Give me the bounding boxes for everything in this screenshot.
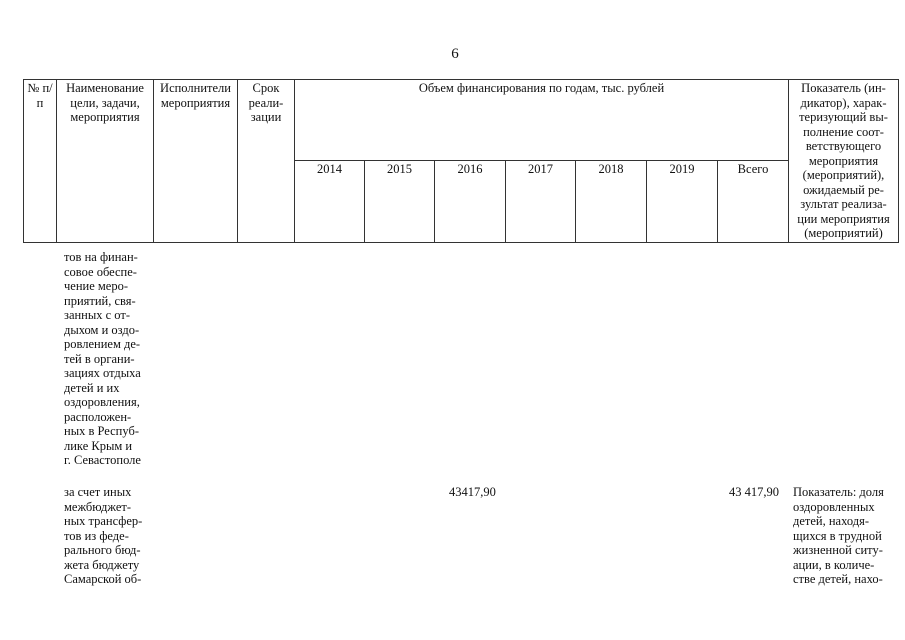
header-num: № п/п	[24, 80, 57, 243]
text-line: зациях отдыха	[64, 366, 141, 380]
text-line: стве детей, нахо-	[793, 572, 883, 586]
text-line: тов из феде-	[64, 528, 129, 543]
text-line: занных с от-	[64, 308, 131, 322]
text-line: дыхом и оздо-	[64, 322, 140, 337]
text-line: Самарской об-	[64, 572, 142, 586]
text-line: ных в Респуб-	[64, 424, 139, 438]
text-line: детей, находя-	[793, 514, 870, 528]
header-indicator: Показатель (ин- дикатор), харак- теризующий вы- полнение соот- ветствующего мероприятия (мероприятий), ожидаемый ре- зультат реализа- ции мероприятия (мероприятий)	[789, 80, 899, 243]
text-line: тов на финан-	[64, 250, 138, 264]
header-year-2015: 2015	[365, 161, 435, 242]
header-name: Наименование цели, задачи, мероприятия	[57, 80, 154, 243]
row2-value-total: 43 417,90	[729, 485, 779, 499]
text-line: детей и их	[64, 380, 120, 395]
header-year-2019: 2019	[647, 161, 718, 242]
header-funding-title: Объем финансирования по годам, тыс. рублей	[295, 80, 789, 161]
row1-name	[64, 250, 156, 468]
text-line: чение меро-	[64, 279, 129, 293]
header-executors: Исполнители мероприятия	[154, 80, 238, 243]
text-line: приятий, свя-	[64, 293, 136, 308]
text-line: ации, в количе-	[793, 557, 875, 572]
row2-value-2016: 43417,90	[449, 485, 496, 499]
text-line: жизненной ситу-	[793, 543, 883, 557]
header-year-2014: 2014	[295, 161, 365, 242]
header-total: Всего	[718, 161, 789, 242]
page-number: 6	[451, 46, 459, 62]
header-year-2016: 2016	[435, 161, 506, 242]
text-line: рального бюд-	[64, 543, 141, 557]
text-line: г. Севастополе	[64, 453, 141, 467]
text-line: межбюджет-	[64, 499, 131, 514]
text-line: за счет иных	[64, 485, 132, 499]
header-term: Срок реали- зации	[238, 80, 295, 243]
header-year-2017: 2017	[506, 161, 576, 242]
text-line: жета бюджету	[64, 557, 140, 572]
header-table	[23, 79, 899, 243]
text-line: тей в органи-	[64, 351, 135, 366]
text-line: лике Крым и	[64, 438, 133, 453]
text-line: Показатель: доля	[793, 485, 884, 499]
row2-indicator	[793, 485, 898, 587]
text-line: оздоровления,	[64, 395, 140, 409]
text-line: ных трансфер-	[64, 514, 143, 528]
text-line: щихся в трудной	[793, 528, 882, 543]
text-line: оздоровленных	[793, 499, 875, 514]
text-line: ровлением де-	[64, 337, 141, 351]
header-year-2018: 2018	[576, 161, 647, 242]
text-line: расположен-	[64, 409, 132, 424]
text-line: совое обеспе-	[64, 264, 137, 279]
row2-name	[64, 485, 156, 587]
